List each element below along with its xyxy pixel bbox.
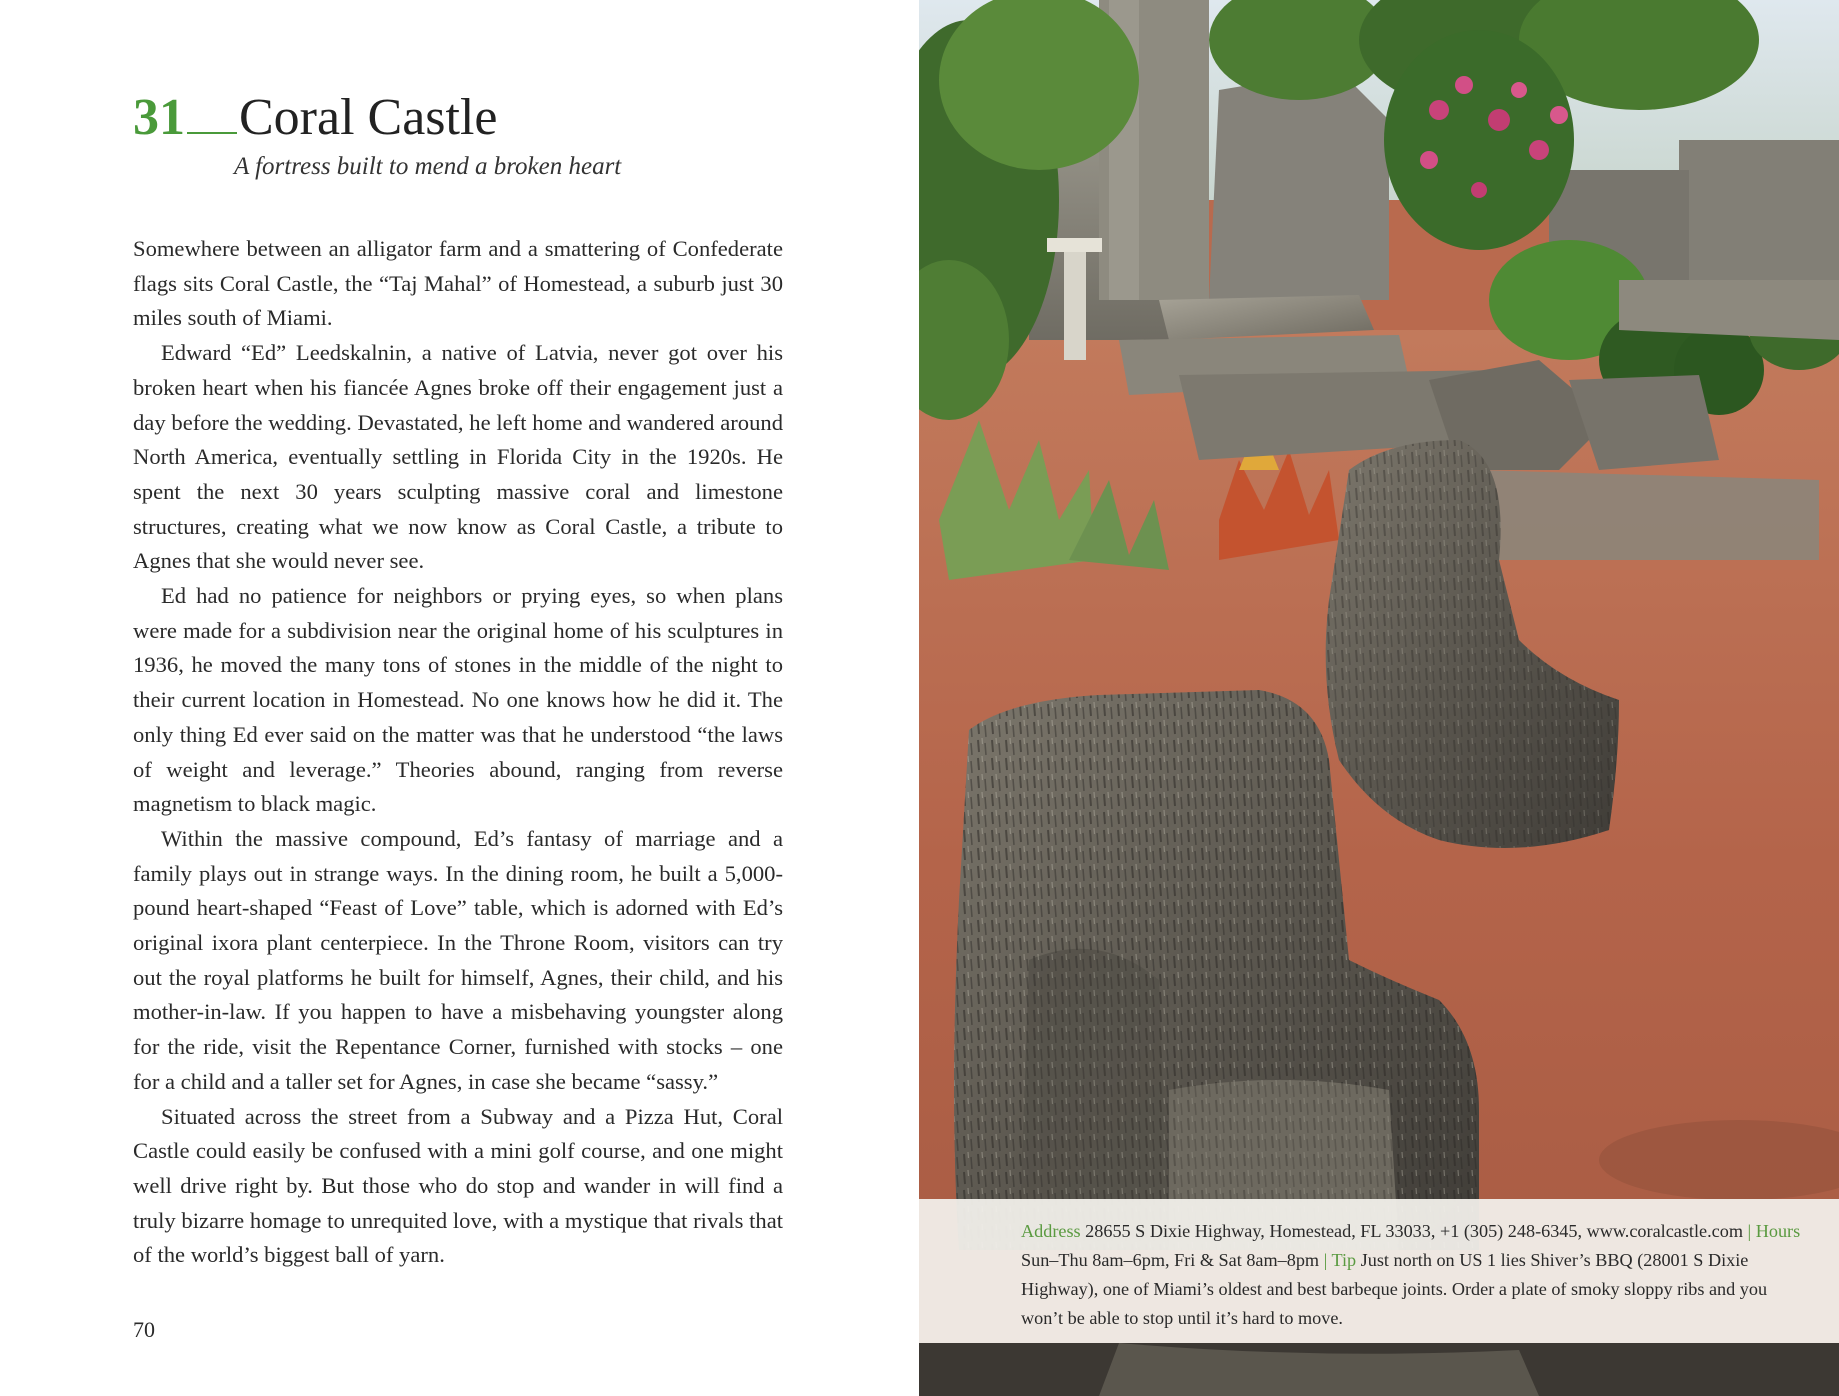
photo-illustration bbox=[919, 0, 1839, 1396]
entry-subtitle: A fortress built to mend a broken heart bbox=[234, 153, 622, 180]
address-value: 28655 S Dixie Highway, Homestead, FL 33033, +1 (305) 248-6345, www.coralcastle.com bbox=[1085, 1221, 1743, 1241]
left-page bbox=[0, 0, 919, 1396]
address-label: Address bbox=[1021, 1221, 1081, 1241]
page-number: 70 bbox=[133, 1317, 155, 1342]
entry-separator-rule bbox=[187, 132, 237, 134]
body-text bbox=[133, 232, 783, 1273]
coral-castle-photo bbox=[919, 0, 1839, 1396]
separator: | bbox=[1323, 1250, 1328, 1270]
paragraph: Situated across the street from a Subway and a Pizza Hut, Coral Castle could easily be confused with a mini golf course, and one might well drive right by. But those who do stop and wander in will find a truly bizarre homage to unrequited love, with a mystique that rivals that of the world’s biggest ball of yarn. bbox=[133, 1103, 783, 1268]
paragraph: Within the massive compound, Ed’s fantasy of marriage and a family plays out in strange ways. In the dining room, he built a 5,000-pound heart-shaped “Feast of Love” table, which is adorned with Ed’s original ixora plant centerpiece. In the Throne Room, visitors can try out the royal platforms he built for himself, Agnes, their child, and his mother-in-law. If you happen to have a misbehaving youngster along for the ride, visit the Repentance Corner, furnished with stocks – one for a child and a taller set for Agnes, in case she became “sassy.” bbox=[133, 825, 783, 1094]
entry-heading bbox=[133, 88, 498, 147]
tip-value: Just north on US 1 lies Shiver’s BBQ (28001 S Dixie Highway), one of Miami’s oldest and best barbeque joints. Order a plate of smoky sloppy ribs and you won’t be able to stop until it’s hard to move. bbox=[1021, 1250, 1768, 1328]
hours-value: Sun–Thu 8am–6pm, Fri & Sat 8am–8pm bbox=[1021, 1250, 1320, 1270]
hours-label: Hours bbox=[1755, 1221, 1801, 1241]
paragraph: Somewhere between an alligator farm and a smattering of Confederate flags sits Coral Castle, the “Taj Mahal” of Homestead, a suburb just 30 miles south of Miami. bbox=[133, 236, 783, 331]
visitor-info-box bbox=[919, 1199, 1839, 1343]
paragraph: Ed had no patience for neighbors or prying eyes, so when plans were made for a subdivision near the original home of his sculptures in 1936, he moved the many tons of stones in the middle of the night to their current location in Homestead. No one knows how he did it. The only thing Ed ever said on the matter was that he understood “the laws of weight and leverage.” Theories abound, ranging from reverse magnetism to black magic. bbox=[133, 583, 783, 817]
entry-number: 31 bbox=[133, 89, 185, 146]
entry-title: Coral Castle bbox=[239, 89, 498, 146]
separator: | bbox=[1747, 1221, 1752, 1241]
paragraph: Edward “Ed” Leedskalnin, a native of Latvia, never got over his broken heart when his fiancée Agnes broke off their engagement just a day before the wedding. Devastated, he left home and wandered around North America, eventually settling in Florida City in the 1920s. He spent the next 30 years sculpting massive coral and limestone structures, creating what we now know as Coral Castle, a tribute to Agnes that she would never see. bbox=[133, 340, 783, 574]
tip-label: Tip bbox=[1331, 1250, 1357, 1270]
